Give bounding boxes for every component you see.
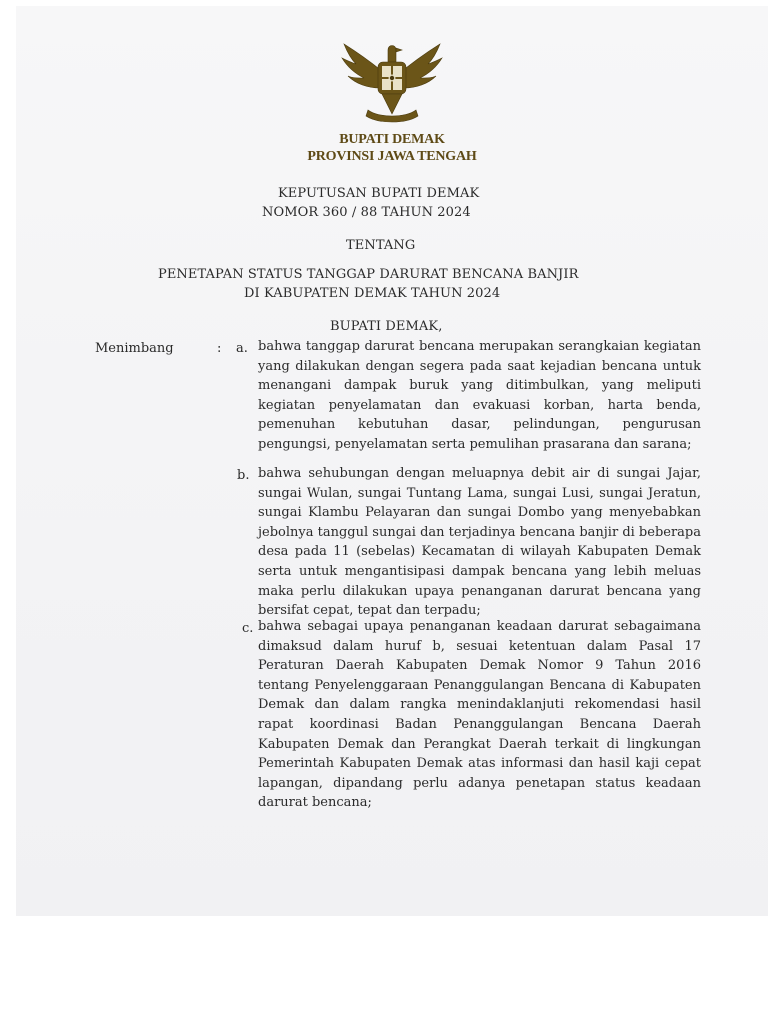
garuda-emblem-icon bbox=[338, 36, 446, 128]
considerations-colon: : bbox=[217, 341, 222, 356]
item-c-marker: c. bbox=[242, 621, 254, 636]
decree-number: NOMOR 360 / 88 TAHUN 2024 bbox=[262, 205, 471, 220]
considerations-label: Menimbang bbox=[95, 341, 174, 356]
decree-subject-line-1: PENETAPAN STATUS TANGGAP DARURAT BENCANA BANJIR bbox=[158, 267, 579, 282]
consideration-item-a: bahwa tanggap darurat bencana merupakan serangkaian kegiatan yang dilakukan dengan segera pada saat kejadian bencana untuk menangani dampak buruk yang ditimbulkan, yang meliputi kegiatan penyelamatan dan evakuasi korban, harta benda, pemenuhan kebutuhan dasar, pelindungan, pengurusan pengungsi, penyelamatan serta pemulihan prasarana dan sarana; bbox=[258, 339, 701, 452]
province-header: PROVINSI JAWA TENGAH bbox=[307, 149, 477, 164]
consideration-item-c: bahwa sebagai upaya penanganan keadaan darurat sebagaimana dimaksud dalam huruf b, sesuai ketentuan dalam Pasal 17 Peraturan Daerah Kabupaten Demak Nomor 9 Tahun 2016 tentang Penyelenggaraan Penanggulangan Bencana di Kabupaten Demak dan dalam rangka menindaklanjuti rekomendasi hasil rapat koordinasi Badan Penanggulangan Bencana Daerah Kabupaten Demak dan Perangkat Daerah terkait di lingkungan Pemerintah Kabupaten Demak atas informasi dan hasil kaji cepat lapangan, dipandang perlu adanya penetapan status keadaan darurat bencana; bbox=[258, 619, 701, 811]
consideration-item-b: bahwa sehubungan dengan meluapnya debit air di sungai Jajar, sungai Wulan, sungai Tuntang Lama, sungai Lusi, sungai Jeratun, sungai Klambu Pelayaran dan sungai Dombo yang menyebabkan jebolnya tanggul sungai dan terjadinya bencana banjir di beberapa desa pada 11 (sebelas) Kecamatan di wilayah Kabupaten Demak serta untuk mengantisipasi dampak bencana yang lebih meluas maka perlu dilakukan upaya penanganan darurat bencana yang bersifat cepat, tepat dan terpadu; bbox=[258, 466, 701, 619]
decree-subject-line-2: DI KABUPATEN DEMAK TAHUN 2024 bbox=[244, 286, 501, 301]
item-b-marker: b. bbox=[237, 468, 250, 483]
document-page bbox=[16, 6, 768, 916]
decree-about: TENTANG bbox=[346, 238, 416, 253]
decree-title: KEPUTUSAN BUPATI DEMAK bbox=[278, 186, 480, 201]
regent-header: BUPATI DEMAK bbox=[339, 132, 445, 147]
decree-authority: BUPATI DEMAK, bbox=[330, 319, 443, 334]
item-a-marker: a. bbox=[236, 341, 248, 356]
